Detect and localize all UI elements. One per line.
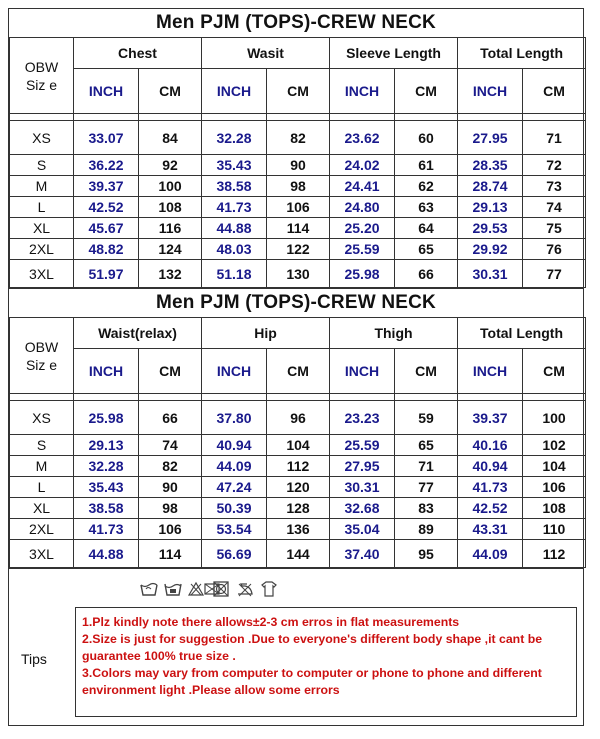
inch-value-cell: 56.69 bbox=[202, 540, 267, 568]
cm-value-cell: 124 bbox=[139, 239, 202, 260]
inch-value-cell: 53.54 bbox=[202, 519, 267, 540]
cm-value-cell: 89 bbox=[395, 519, 458, 540]
spacer-cell bbox=[139, 394, 202, 401]
table-row bbox=[10, 176, 586, 197]
cm-value-cell: 60 bbox=[395, 121, 458, 155]
inch-value-cell: 30.31 bbox=[330, 477, 395, 498]
inch-value-cell: 23.62 bbox=[330, 121, 395, 155]
cm-value-cell: 90 bbox=[139, 477, 202, 498]
unit-inch-header: INCH bbox=[330, 349, 395, 394]
cm-value-cell: 128 bbox=[267, 498, 330, 519]
inch-value-cell: 39.37 bbox=[74, 176, 139, 197]
size-cell: M bbox=[10, 456, 74, 477]
size-cell: S bbox=[10, 155, 74, 176]
inch-value-cell: 51.97 bbox=[74, 260, 139, 288]
unit-inch-header: INCH bbox=[74, 349, 139, 394]
cm-value-cell: 108 bbox=[523, 498, 586, 519]
inch-value-cell: 41.73 bbox=[202, 197, 267, 218]
inch-value-cell: 27.95 bbox=[458, 121, 523, 155]
inch-value-cell: 44.09 bbox=[202, 456, 267, 477]
size-cell: XS bbox=[10, 121, 74, 155]
inch-value-cell: 48.82 bbox=[74, 239, 139, 260]
group-header: Wasit bbox=[202, 38, 330, 69]
care-and-tips-section bbox=[9, 568, 583, 739]
cm-value-cell: 61 bbox=[395, 155, 458, 176]
tips-box bbox=[75, 607, 577, 717]
inch-value-cell: 25.59 bbox=[330, 239, 395, 260]
cm-value-cell: 66 bbox=[395, 260, 458, 288]
table-1-group-header-row bbox=[10, 38, 586, 69]
cm-value-cell: 106 bbox=[267, 197, 330, 218]
cm-value-cell: 83 bbox=[395, 498, 458, 519]
table-1-unit-header-row bbox=[10, 69, 586, 114]
tip-line: 1.Plz kindly note there allows±2-3 cm erros in flat measurements bbox=[82, 615, 460, 629]
inch-value-cell: 25.20 bbox=[330, 218, 395, 239]
spacer-cell bbox=[202, 114, 267, 121]
cm-value-cell: 65 bbox=[395, 239, 458, 260]
cm-value-cell: 74 bbox=[523, 197, 586, 218]
cm-value-cell: 96 bbox=[267, 401, 330, 435]
size-label: Siz e bbox=[25, 76, 58, 93]
cm-value-cell: 112 bbox=[523, 540, 586, 568]
obw-size-header bbox=[10, 38, 74, 114]
inch-value-cell: 51.18 bbox=[202, 260, 267, 288]
inch-value-cell: 38.58 bbox=[202, 176, 267, 197]
unit-cm-header: CM bbox=[395, 69, 458, 114]
inch-value-cell: 40.16 bbox=[458, 435, 523, 456]
table-2-body bbox=[10, 394, 586, 568]
cm-value-cell: 120 bbox=[267, 477, 330, 498]
cm-value-cell: 100 bbox=[139, 176, 202, 197]
group-header: Sleeve Length bbox=[330, 38, 458, 69]
inch-value-cell: 25.98 bbox=[330, 260, 395, 288]
group-header: Total Length bbox=[458, 318, 586, 349]
inch-value-cell: 45.67 bbox=[74, 218, 139, 239]
spacer-cell bbox=[10, 114, 74, 121]
cm-value-cell: 90 bbox=[267, 155, 330, 176]
unit-cm-header: CM bbox=[523, 69, 586, 114]
unit-inch-header: INCH bbox=[458, 69, 523, 114]
spacer-cell bbox=[202, 394, 267, 401]
table-row bbox=[10, 239, 586, 260]
cm-value-cell: 62 bbox=[395, 176, 458, 197]
cm-value-cell: 106 bbox=[523, 477, 586, 498]
hand-wash-icon bbox=[139, 581, 159, 602]
cm-value-cell: 73 bbox=[523, 176, 586, 197]
inch-value-cell: 41.73 bbox=[74, 519, 139, 540]
unit-cm-header: CM bbox=[139, 69, 202, 114]
tip-line: 2.Size is just for suggestion .Due to everyone's different body shape ,it cant be guarantee 100% true size . bbox=[82, 632, 543, 663]
spacer-cell bbox=[330, 394, 395, 401]
inch-value-cell: 39.37 bbox=[458, 401, 523, 435]
spacer-cell bbox=[395, 114, 458, 121]
table-row bbox=[10, 519, 586, 540]
cm-value-cell: 63 bbox=[395, 197, 458, 218]
cm-value-cell: 95 bbox=[395, 540, 458, 568]
table-row bbox=[10, 435, 586, 456]
cm-value-cell: 66 bbox=[139, 401, 202, 435]
group-header: Thigh bbox=[330, 318, 458, 349]
cm-value-cell: 104 bbox=[523, 456, 586, 477]
group-header: Chest bbox=[74, 38, 202, 69]
cm-value-cell: 130 bbox=[267, 260, 330, 288]
cm-value-cell: 122 bbox=[267, 239, 330, 260]
inch-value-cell: 38.58 bbox=[74, 498, 139, 519]
size-chart-sheet bbox=[8, 8, 584, 726]
inch-value-cell: 41.73 bbox=[458, 477, 523, 498]
cm-value-cell: 59 bbox=[395, 401, 458, 435]
table-row bbox=[10, 456, 586, 477]
inch-value-cell: 25.59 bbox=[330, 435, 395, 456]
group-header: Hip bbox=[202, 318, 330, 349]
inch-value-cell: 32.28 bbox=[202, 121, 267, 155]
inch-value-cell: 30.31 bbox=[458, 260, 523, 288]
size-cell: L bbox=[10, 477, 74, 498]
unit-inch-header: INCH bbox=[202, 349, 267, 394]
unit-cm-header: CM bbox=[395, 349, 458, 394]
spacer-cell bbox=[395, 394, 458, 401]
unit-cm-header: CM bbox=[139, 349, 202, 394]
table-row bbox=[10, 498, 586, 519]
inch-value-cell: 29.13 bbox=[74, 435, 139, 456]
table-1-body bbox=[10, 114, 586, 288]
size-cell: M bbox=[10, 176, 74, 197]
size-cell: S bbox=[10, 435, 74, 456]
table-1-title: Men PJM (TOPS)-CREW NECK bbox=[156, 12, 436, 33]
cm-value-cell: 144 bbox=[267, 540, 330, 568]
inch-value-cell: 35.43 bbox=[74, 477, 139, 498]
unit-inch-header: INCH bbox=[74, 69, 139, 114]
no-bleach-icon bbox=[187, 581, 207, 602]
inch-value-cell: 36.22 bbox=[74, 155, 139, 176]
inch-value-cell: 29.53 bbox=[458, 218, 523, 239]
inch-value-cell: 50.39 bbox=[202, 498, 267, 519]
table-row bbox=[10, 540, 586, 568]
unit-inch-header: INCH bbox=[458, 349, 523, 394]
cm-value-cell: 74 bbox=[139, 435, 202, 456]
spacer-cell bbox=[10, 394, 74, 401]
size-cell: XS bbox=[10, 401, 74, 435]
cm-value-cell: 84 bbox=[139, 121, 202, 155]
spacer-cell bbox=[74, 394, 139, 401]
tips-label: Tips bbox=[21, 651, 47, 667]
table-row bbox=[10, 260, 586, 288]
size-cell: L bbox=[10, 197, 74, 218]
inch-value-cell: 40.94 bbox=[202, 435, 267, 456]
cm-value-cell: 102 bbox=[523, 435, 586, 456]
spacer-cell bbox=[523, 114, 586, 121]
inch-value-cell: 48.03 bbox=[202, 239, 267, 260]
inch-value-cell: 35.04 bbox=[330, 519, 395, 540]
unit-inch-header: INCH bbox=[330, 69, 395, 114]
cm-value-cell: 114 bbox=[267, 218, 330, 239]
cm-value-cell: 75 bbox=[523, 218, 586, 239]
inch-value-cell: 37.40 bbox=[330, 540, 395, 568]
inch-value-cell: 23.23 bbox=[330, 401, 395, 435]
cm-value-cell: 71 bbox=[395, 456, 458, 477]
cm-value-cell: 108 bbox=[139, 197, 202, 218]
inch-value-cell: 44.09 bbox=[458, 540, 523, 568]
inch-value-cell: 47.24 bbox=[202, 477, 267, 498]
cm-value-cell: 76 bbox=[523, 239, 586, 260]
hang-dry-icon bbox=[259, 581, 279, 602]
spacer-cell bbox=[139, 114, 202, 121]
cm-value-cell: 112 bbox=[267, 456, 330, 477]
spacer-row bbox=[10, 394, 586, 401]
size-label: Siz e bbox=[25, 356, 58, 373]
tumble-dry-icon bbox=[211, 581, 231, 602]
spacer-cell bbox=[74, 114, 139, 121]
unit-inch-header: INCH bbox=[202, 69, 267, 114]
table-row bbox=[10, 155, 586, 176]
iron-icon bbox=[235, 581, 255, 602]
obw-label: OBW bbox=[24, 338, 59, 355]
cm-value-cell: 98 bbox=[267, 176, 330, 197]
cm-value-cell: 116 bbox=[139, 218, 202, 239]
inch-value-cell: 33.07 bbox=[74, 121, 139, 155]
spacer-cell bbox=[458, 394, 523, 401]
size-cell: XL bbox=[10, 498, 74, 519]
inch-value-cell: 40.94 bbox=[458, 456, 523, 477]
size-cell: 3XL bbox=[10, 540, 74, 568]
group-header: Total Length bbox=[458, 38, 586, 69]
inch-value-cell: 44.88 bbox=[74, 540, 139, 568]
table-2-group-header-row bbox=[10, 318, 586, 349]
tip-line: 3.Colors may vary from computer to computer or phone to phone and different environment light .Please allow some errors bbox=[82, 666, 542, 697]
cm-value-cell: 82 bbox=[267, 121, 330, 155]
cm-value-cell: 106 bbox=[139, 519, 202, 540]
table-2-unit-header-row bbox=[10, 349, 586, 394]
unit-cm-header: CM bbox=[523, 349, 586, 394]
spacer-cell bbox=[523, 394, 586, 401]
table-row bbox=[10, 218, 586, 239]
cm-value-cell: 132 bbox=[139, 260, 202, 288]
inch-value-cell: 35.43 bbox=[202, 155, 267, 176]
inch-value-cell: 44.88 bbox=[202, 218, 267, 239]
inch-value-cell: 42.52 bbox=[458, 498, 523, 519]
size-cell: 2XL bbox=[10, 519, 74, 540]
unit-cm-header: CM bbox=[267, 69, 330, 114]
inch-value-cell: 24.80 bbox=[330, 197, 395, 218]
cm-value-cell: 104 bbox=[267, 435, 330, 456]
obw-label: OBW bbox=[24, 58, 59, 75]
table-2-title: Men PJM (TOPS)-CREW NECK bbox=[9, 288, 583, 317]
cm-value-cell: 114 bbox=[139, 540, 202, 568]
cm-value-cell: 77 bbox=[523, 260, 586, 288]
size-cell: 3XL bbox=[10, 260, 74, 288]
cm-value-cell: 71 bbox=[523, 121, 586, 155]
size-cell: XL bbox=[10, 218, 74, 239]
table-row bbox=[10, 197, 586, 218]
inch-value-cell: 32.68 bbox=[330, 498, 395, 519]
table-row bbox=[10, 121, 586, 155]
inch-value-cell: 28.74 bbox=[458, 176, 523, 197]
group-header: Waist(relax) bbox=[74, 318, 202, 349]
spacer-cell bbox=[267, 114, 330, 121]
cm-value-cell: 92 bbox=[139, 155, 202, 176]
table-row bbox=[10, 401, 586, 435]
cm-value-cell: 65 bbox=[395, 435, 458, 456]
inch-value-cell: 42.52 bbox=[74, 197, 139, 218]
unit-cm-header: CM bbox=[267, 349, 330, 394]
inch-value-cell: 27.95 bbox=[330, 456, 395, 477]
table-row bbox=[10, 477, 586, 498]
cm-value-cell: 110 bbox=[523, 519, 586, 540]
spacer-row bbox=[10, 114, 586, 121]
inch-value-cell: 28.35 bbox=[458, 155, 523, 176]
inch-value-cell: 24.41 bbox=[330, 176, 395, 197]
inch-value-cell: 29.13 bbox=[458, 197, 523, 218]
cm-value-cell: 77 bbox=[395, 477, 458, 498]
cm-value-cell: 64 bbox=[395, 218, 458, 239]
table-2 bbox=[9, 317, 586, 568]
cm-value-cell: 72 bbox=[523, 155, 586, 176]
spacer-cell bbox=[330, 114, 395, 121]
cm-value-cell: 98 bbox=[139, 498, 202, 519]
inch-value-cell: 29.92 bbox=[458, 239, 523, 260]
cm-value-cell: 100 bbox=[523, 401, 586, 435]
cm-value-cell: 82 bbox=[139, 456, 202, 477]
inch-value-cell: 37.80 bbox=[202, 401, 267, 435]
cm-value-cell: 136 bbox=[267, 519, 330, 540]
inch-value-cell: 24.02 bbox=[330, 155, 395, 176]
obw-size-header bbox=[10, 318, 74, 394]
table-1 bbox=[9, 37, 586, 288]
spacer-cell bbox=[458, 114, 523, 121]
size-cell: 2XL bbox=[10, 239, 74, 260]
inch-value-cell: 25.98 bbox=[74, 401, 139, 435]
inch-value-cell: 32.28 bbox=[74, 456, 139, 477]
care-icons bbox=[139, 581, 279, 602]
inch-value-cell: 43.31 bbox=[458, 519, 523, 540]
spacer-cell bbox=[267, 394, 330, 401]
wash-tub-icon bbox=[163, 581, 183, 602]
